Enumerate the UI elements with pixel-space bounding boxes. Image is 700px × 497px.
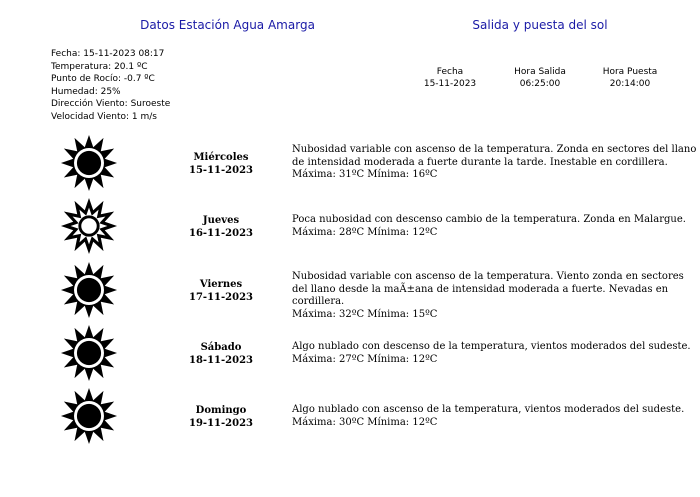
sun-times-table bbox=[405, 66, 675, 90]
forecast-date: 17-11-2023 bbox=[189, 292, 253, 303]
sun-times-title: Salida y puesta del sol bbox=[472, 18, 608, 32]
forecast-description bbox=[292, 271, 697, 321]
forecast-description bbox=[292, 341, 697, 366]
sun-value-date: 15-11-2023 bbox=[423, 79, 477, 89]
forecast-row bbox=[0, 261, 700, 320]
station-title: Datos Estación Agua Amarga bbox=[140, 18, 315, 32]
forecast-row bbox=[0, 387, 700, 443]
sun-icon bbox=[60, 261, 118, 319]
forecast-text: Nubosidad variable con ascenso de la temperatura. Viento zonda en sectores del llano desde la maÃ±ana de intensidad moderada a fuerte. Nevadas en cordillera. bbox=[292, 271, 684, 307]
forecast-text: Poca nubosidad con descenso cambio de la temperatura. Zonda en Malargue. bbox=[292, 214, 686, 225]
sun-value-sunrise: 06:25:00 bbox=[519, 79, 561, 89]
forecast-day-name: Sábado bbox=[200, 342, 242, 353]
forecast-temps: Máxima: 32ºC Mínima: 15ºC bbox=[292, 308, 438, 320]
sun-outline-icon bbox=[60, 197, 118, 255]
forecast-date: 19-11-2023 bbox=[189, 418, 253, 429]
station-date: Fecha: 15-11-2023 08:17 bbox=[51, 49, 165, 59]
forecast-row bbox=[0, 197, 700, 253]
forecast-day-name: Viernes bbox=[199, 279, 243, 290]
forecast-day bbox=[175, 278, 267, 304]
station-humidity: Humedad: 25% bbox=[51, 86, 121, 97]
sun-value-sunset: 20:14:00 bbox=[609, 79, 651, 89]
forecast-date: 15-11-2023 bbox=[189, 165, 253, 176]
sun-icon bbox=[60, 387, 118, 445]
station-wind-speed: Velocidad Viento: 1 m/s bbox=[51, 111, 157, 122]
sun-header-sunrise: Hora Salida bbox=[514, 67, 566, 77]
sun-col-sunset bbox=[585, 66, 675, 90]
sun-col-date bbox=[405, 66, 495, 90]
forecast-day bbox=[175, 214, 267, 240]
forecast-date: 16-11-2023 bbox=[189, 228, 253, 239]
forecast-date: 18-11-2023 bbox=[189, 355, 253, 366]
station-wind-direction: Dirección Viento: Suroeste bbox=[51, 99, 171, 110]
forecast-text: Algo nublado con ascenso de la temperatura, vientos moderados del sudeste. bbox=[292, 404, 685, 415]
station-data bbox=[51, 48, 170, 124]
forecast-description bbox=[292, 404, 697, 429]
forecast-temps: Máxima: 27ºC Mínima: 12ºC bbox=[292, 353, 438, 365]
forecast-row bbox=[0, 324, 700, 380]
forecast-day-name: Jueves bbox=[202, 215, 240, 226]
station-temperature: Temperatura: 20.1 ºC bbox=[51, 61, 148, 72]
sun-header-date: Fecha bbox=[436, 67, 464, 77]
forecast-day bbox=[175, 151, 267, 177]
forecast-temps: Máxima: 31ºC Mínima: 16ºC bbox=[292, 169, 438, 180]
forecast-text: Algo nublado con descenso de la temperatura, vientos moderados del sudeste. bbox=[292, 341, 691, 352]
sun-col-sunrise bbox=[495, 66, 585, 90]
station-dew-point: Punto de Rocío: -0.7 ºC bbox=[51, 74, 155, 85]
forecast-row bbox=[0, 134, 700, 190]
forecast-description bbox=[292, 144, 697, 182]
forecast-temps: Máxima: 28ºC Mínima: 12ºC bbox=[292, 226, 438, 238]
forecast-day bbox=[175, 404, 267, 430]
forecast-text: Nubosidad variable con ascenso de la temperatura. Zonda en sectores del llano de intensidad moderada a fuerte durante la tarde. Inestable en cordillera. bbox=[292, 144, 697, 168]
forecast-description bbox=[292, 214, 697, 239]
sun-icon bbox=[60, 324, 118, 382]
sun-header-sunset: Hora Puesta bbox=[602, 67, 658, 77]
sun-icon bbox=[60, 134, 118, 192]
forecast-day-name: Miércoles bbox=[193, 152, 249, 163]
forecast-day-name: Domingo bbox=[195, 405, 247, 416]
forecast-temps: Máxima: 30ºC Mínima: 12ºC bbox=[292, 416, 438, 428]
forecast-day bbox=[175, 341, 267, 367]
